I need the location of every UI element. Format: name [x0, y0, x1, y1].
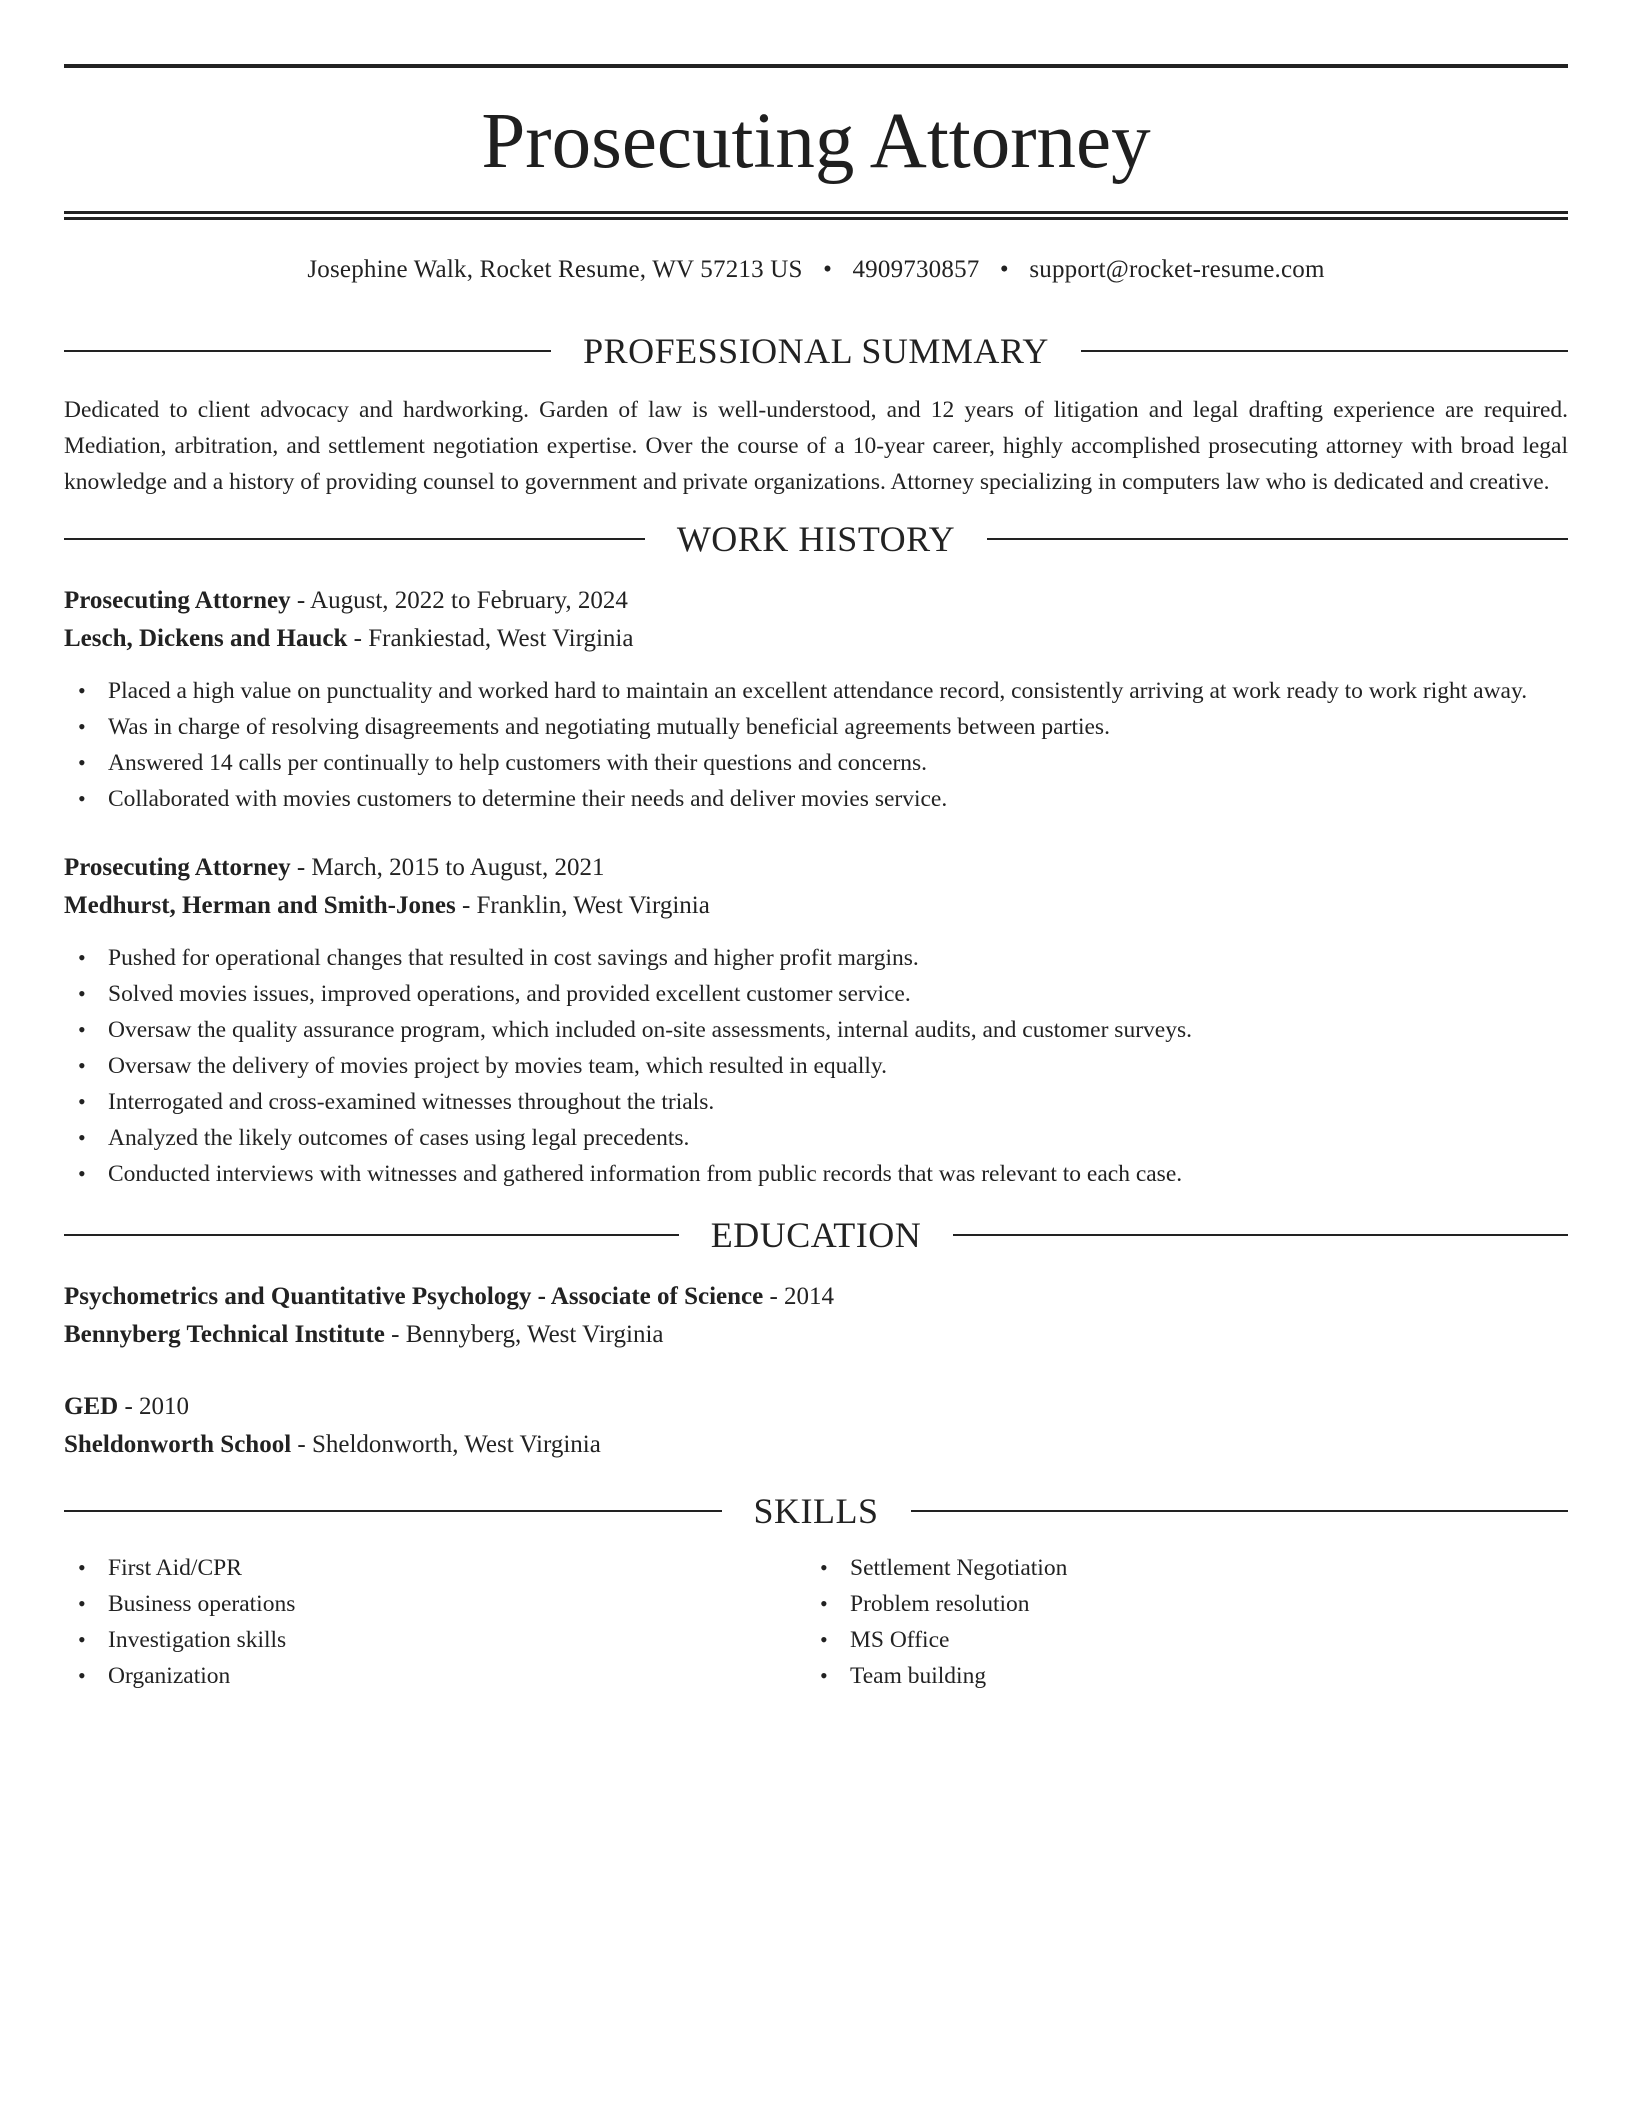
list-item: • Answered 14 calls per continually to help customers with their questions and concerns.: [64, 745, 1568, 781]
heading-rule: [911, 1510, 1569, 1512]
heading-rule: [64, 350, 551, 352]
job-entry: [64, 849, 1568, 1192]
skill-item: • Organization: [64, 1658, 806, 1694]
list-item: • Conducted interviews with witnesses and gathered information from public records that was relevant to each case.: [64, 1156, 1568, 1192]
job-company: Medhurst, Herman and Smith-Jones: [64, 892, 456, 919]
list-item: • Was in charge of resolving disagreements and negotiating mutually beneficial agreements between parties.: [64, 709, 1568, 745]
skill-item: • Investigation skills: [64, 1622, 806, 1658]
education-school-line: [64, 1426, 1568, 1464]
skill-item: • Business operations: [64, 1586, 806, 1622]
section-title: WORK HISTORY: [676, 519, 956, 559]
section-title: PROFESSIONAL SUMMARY: [583, 331, 1049, 371]
education-degree: GED: [64, 1393, 119, 1420]
contact-email: support@rocket-resume.com: [1029, 256, 1325, 283]
skills-column-left: [64, 1550, 806, 1694]
resume-title: Prosecuting Attorney: [481, 98, 1151, 185]
job-company: Lesch, Dickens and Hauck: [64, 625, 348, 652]
section-title: SKILLS: [753, 1491, 879, 1531]
section-title: EDUCATION: [710, 1215, 922, 1255]
list-item: • Solved movies issues, improved operations, and provided excellent customer service.: [64, 976, 1568, 1012]
skills-column-right: [806, 1550, 1548, 1694]
top-rule: [64, 64, 1568, 68]
education-entry: [64, 1278, 1568, 1354]
job-dates: - March, 2015 to August, 2021: [290, 854, 605, 881]
education-year: - 2010: [118, 1393, 190, 1420]
skill-item: • First Aid/CPR: [64, 1550, 806, 1586]
title-double-rule: [64, 211, 1568, 220]
education-year: - 2014: [763, 1283, 835, 1310]
list-item: • Analyzed the likely outcomes of cases using legal precedents.: [64, 1120, 1568, 1156]
contact-separator: •: [823, 256, 833, 283]
heading-rule: [64, 538, 645, 540]
job-title-line: [64, 849, 1568, 887]
list-item: • Pushed for operational changes that resulted in cost savings and higher profit margins.: [64, 940, 1568, 976]
summary-text: Dedicated to client advocacy and hardworking. Garden of law is well-understood, and 12 years of litigation and legal drafting experience are required. Mediation, arbitration, and settlement negotiation expertise. Over the course of a 10-year career, highly accomplished prosecuting attorney with broad legal knowledge and a history of providing counsel to government and private organizations. Attorney specializing in computers law who is dedicated and creative.: [64, 397, 1568, 495]
heading-rule: [64, 1234, 679, 1236]
job-bullets: [64, 673, 1568, 817]
skill-item: • Settlement Negotiation: [806, 1550, 1548, 1586]
skills-list: [64, 1550, 1568, 1694]
list-item: • Oversaw the quality assurance program, which included on-site assessments, internal audits, and customer surveys.: [64, 1012, 1568, 1048]
skill-item: • MS Office: [806, 1622, 1548, 1658]
job-dates: - August, 2022 to February, 2024: [290, 587, 628, 614]
heading-rule: [987, 538, 1568, 540]
skill-item: • Problem resolution: [806, 1586, 1548, 1622]
heading-rule: [1081, 350, 1568, 352]
education-location: - Bennyberg, West Virginia: [384, 1321, 664, 1348]
section-heading-work: [64, 518, 1568, 560]
job-company-line: [64, 887, 1568, 925]
contact-separator: •: [999, 256, 1009, 283]
resume-page: [64, 64, 1568, 1694]
contact-phone: 4909730857: [852, 256, 980, 283]
list-item: • Oversaw the delivery of movies project by movies team, which resulted in equally.: [64, 1048, 1568, 1084]
job-location: - Frankiestad, West Virginia: [347, 625, 634, 652]
job-entry: [64, 582, 1568, 817]
section-heading-skills: [64, 1490, 1568, 1532]
section-heading-education: [64, 1214, 1568, 1256]
education-degree-line: [64, 1278, 1568, 1316]
list-item: • Interrogated and cross-examined witnesses throughout the trials.: [64, 1084, 1568, 1120]
heading-rule: [953, 1234, 1568, 1236]
education-school: Sheldonworth School: [64, 1431, 292, 1458]
section-heading-summary: [64, 330, 1568, 372]
education-entry: [64, 1388, 1568, 1464]
heading-rule: [64, 1510, 722, 1512]
job-title: Prosecuting Attorney: [64, 854, 291, 881]
education-location: - Sheldonworth, West Virginia: [291, 1431, 601, 1458]
contact-line: [64, 256, 1568, 284]
education-degree-line: [64, 1388, 1568, 1426]
education-school: Bennyberg Technical Institute: [64, 1321, 385, 1348]
education-degree: Psychometrics and Quantitative Psychology - Associate of Science: [64, 1283, 764, 1310]
job-title-line: [64, 582, 1568, 620]
job-bullets: [64, 940, 1568, 1192]
job-title: Prosecuting Attorney: [64, 587, 291, 614]
list-item: • Collaborated with movies customers to determine their needs and deliver movies service.: [64, 781, 1568, 817]
job-location: - Franklin, West Virginia: [455, 892, 710, 919]
skill-item: • Team building: [806, 1658, 1548, 1694]
education-school-line: [64, 1316, 1568, 1354]
contact-address: Josephine Walk, Rocket Resume, WV 57213 US: [307, 256, 803, 283]
list-item: • Placed a high value on punctuality and worked hard to maintain an excellent attendance record, consistently arriving at work ready to work right away.: [64, 673, 1568, 709]
job-company-line: [64, 620, 1568, 658]
